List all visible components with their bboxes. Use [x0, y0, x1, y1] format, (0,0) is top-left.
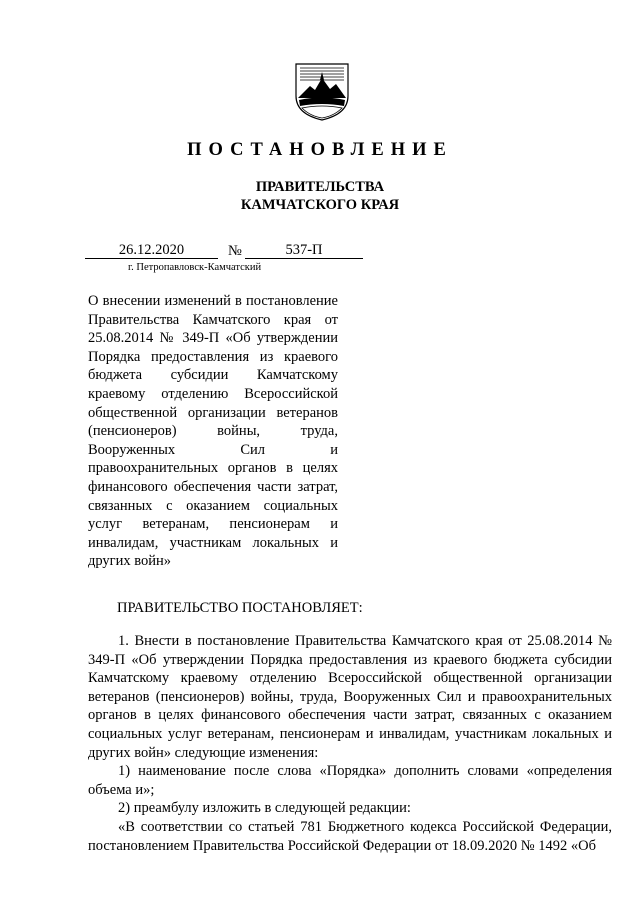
issuer-line-1: ПРАВИТЕЛЬСТВА — [255, 179, 385, 195]
document-date: 26.12.2020 — [85, 243, 218, 259]
document-title: ПОСТАНОВЛЕНИЕ — [187, 140, 453, 160]
number-sign: № — [228, 243, 242, 259]
coat-of-arms-icon — [294, 62, 350, 122]
document-body — [88, 632, 612, 855]
document-subject: О внесении изменений в постановление Правительства Камчатского края от 25.08.2014 № 349-П «Об утверждении Порядка предоставления из краевого бюджета субсидии Камчатскому краевому отделению Всероссийской общественной организации ветеранов (пенсионеров) войны, труда, Вооруженных Сил и правоохранительных органов в целях финансового обеспечения части затрат, связанных с оказанием социальных услуг ветеранам, пенсионерам и инвалидам, участникам локальных и других войн» — [88, 293, 338, 570]
body-paragraph: 1) наименование после слова «Порядка» дополнить словами «определения объема и»; — [88, 763, 612, 798]
decree-heading: ПРАВИТЕЛЬСТВО ПОСТАНОВЛЯЕТ: — [117, 600, 363, 616]
body-paragraph: 1. Внести в постановление Правительства Камчатского края от 25.08.2014 № 349-П «Об утверждении Порядка предоставления из краевого бюджета субсидии Камчатскому краевому отделению Всероссийской общественной организации ветеранов (пенсионеров) войны, труда, Вооруженных Сил и правоохранительных органов в целях финансового обеспечения части затрат, связанных с оказанием социальных услуг ветеранам, пенсионерам и инвалидам, участникам локальных и других войн» следующие изменения: — [88, 633, 612, 761]
issuer-line-2: КАМЧАТСКОГО КРАЯ — [240, 197, 400, 213]
city-name: г. Петропавловск-Камчатский — [128, 262, 262, 273]
body-paragraph: 2) преамбулу изложить в следующей редакции: — [118, 800, 411, 817]
document-number: 537-П — [245, 243, 363, 259]
body-paragraph: «В соответствии со статьей 781 Бюджетного кодекса Российской Федерации, постановлением Правительства Российской Федерации от 18.09.2020 № 1492 «Об — [88, 818, 612, 854]
